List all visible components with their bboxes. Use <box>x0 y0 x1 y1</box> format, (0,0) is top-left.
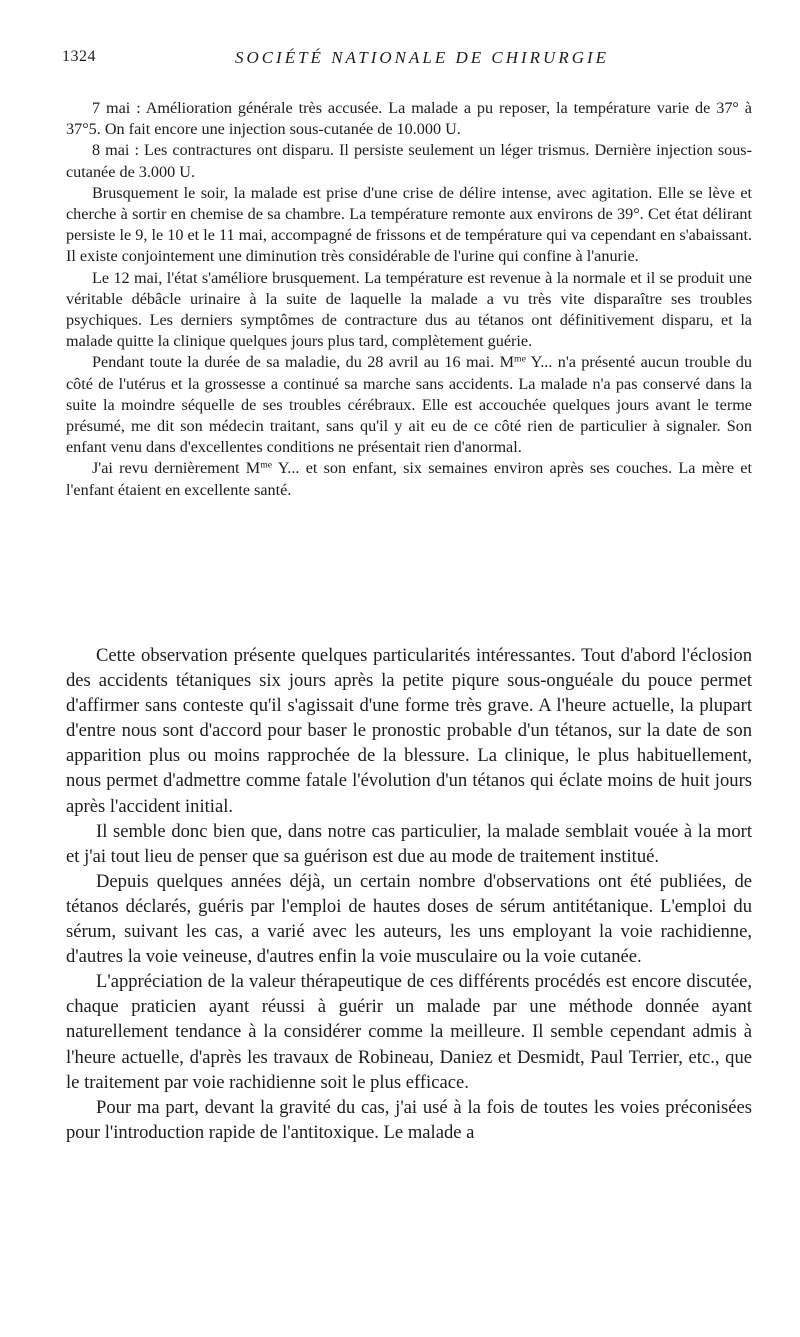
body-paragraph: Depuis quelques années déjà, un certain nombre d'observations ont été publiées, de tétanos déclarés, guéris par l'emploi de hautes doses de sérum antitétanique. L'emploi du sérum, suivant les cas, a varié avec les auteurs, les uns employant la voie rachidienne, d'autres la voie veineuse, d'autres enfin la voie musculaire ou la voie cutanée. <box>66 870 752 968</box>
page-number: 1324 <box>62 48 96 65</box>
body-paragraph: Pour ma part, devant la gravité du cas, j'ai usé à la fois de toutes les voies préconisées pour l'introduction rapide de l'antitoxique. Le malade a <box>66 1096 752 1143</box>
body-paragraph: L'appréciation de la valeur thérapeutique de ces différents procédés est encore discutée, chaque praticien ayant réussi à guérir un malade par une méthode donnée ayant naturellement tendance à la considérer comme la meilleure. Il semble cependant admis à l'heure actuelle, d'après les travaux de Robineau, Daniez et Desmidt, Paul Terrier, etc., que le traitement par voie rachidienne soit le plus efficace. <box>66 971 752 1093</box>
body-paragraph: Cette observation présente quelques particularités intéressantes. Tout d'abord l'éclosion des accidents tétaniques six jours après la petite piqure sous-onguéale du pouce permet d'affirmer sans conteste qu'il s'agissait d'une forme très grave. A l'heure actuelle, la plupart d'entre nous sont d'accord pour baser le pronostic probable d'un tétanos, sur la date de son apparition plus ou moins rapprochée de la blessure. La clinique, le plus habituellement, nous permet d'admettre comme fatale l'évolution d'un tétanos qui éclate moins de huit jours après l'accident initial. <box>66 645 752 817</box>
observation-paragraph: J'ai revu dernièrement $M^{me}$ Y... et son enfant, six semaines environ après ses couches. La mère et l'enfant étaient en excellente santé. <box>66 459 752 499</box>
observation-paragraph: 8 mai : Les contractures ont disparu. Il persiste seulement un léger trismus. Dernière injection sous-cutanée de 3.000 U. <box>66 141 752 181</box>
running-title: SOCIÉTÉ NATIONALE DE CHIRURGIE <box>234 48 610 67</box>
discussion-text <box>66 643 752 1145</box>
clinical-observation <box>66 98 752 501</box>
observation-paragraph: Pendant toute la durée de sa maladie, du 28 avril au 16 mai. $M^{me}$ Y... n'a présenté aucun trouble du côté de l'utérus et la grossesse a continué sa marche sans accidents. La malade n'a pas conservé dans la suite la moindre séquelle de ses troubles cérébraux. Elle est accouchée quelques jours avant le terme présumé, me dit son médecin traitant, sans qu'il y ait eu de ce côté rien de particulier à signaler. Son enfant venu dans d'excellentes conditions ne présentait rien d'anormal. <box>66 353 752 457</box>
observation-paragraph: 7 mai : Amélioration générale très accusée. La malade a pu reposer, la température varie de 37° à 37°5. On fait encore une injection sous-cutanée de 10.000 U. <box>66 99 752 139</box>
page-header <box>62 48 752 72</box>
observation-paragraph: Le 12 mai, l'état s'améliore brusquement. La température est revenue à la normale et il se produit une véritable débâcle urinaire à la suite de laquelle la malade a vu très vite disparaître ses troubles psychiques. Les derniers symptômes de contracture dus au tétanos ont définitivement disparu, et la malade quitte la clinique quelques jours plus tard, complètement guérie. <box>66 268 752 351</box>
observation-paragraph: Brusquement le soir, la malade est prise d'une crise de délire intense, avec agitation. Elle se lève et cherche à sortir en chemise de sa chambre. La température remonte aux environs de 39°. Cet état délirant persiste le 9, le 10 et le 11 mai, accompagné de frissons et de température qui va cependant en s'abaissant. Il existe conjointement une diminution très considérable de l'urine qui confine à l'anurie. <box>66 183 752 266</box>
body-paragraph: Il semble donc bien que, dans notre cas particulier, la malade semblait vouée à la mort et j'ai tout lieu de penser que sa guérison est due au mode de traitement institué. <box>66 820 752 867</box>
